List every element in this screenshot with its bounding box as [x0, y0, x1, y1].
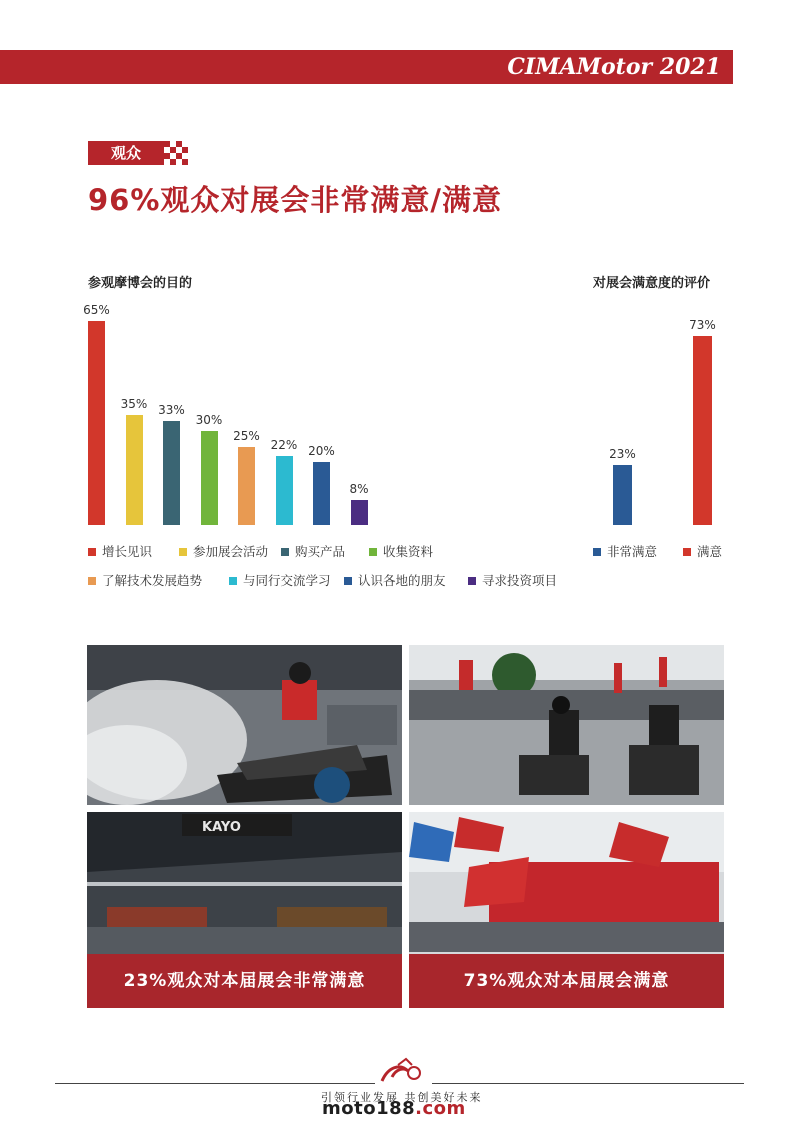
legend-swatch — [344, 577, 352, 585]
footer-slogan: 引领行业发展 共创美好未来 — [321, 1091, 483, 1104]
section-tag: 观众 — [88, 141, 164, 165]
legend-item — [229, 571, 331, 589]
legend-swatch — [281, 548, 289, 556]
legend-label: 认识各地的朋友 — [358, 573, 446, 588]
legend-label: 参加展会活动 — [193, 544, 269, 559]
photo-parade — [409, 645, 724, 805]
bar-value-label: 23% — [609, 447, 636, 461]
footer-rule-left — [55, 1083, 375, 1084]
brand-title: CIMAMotor 2021 — [507, 54, 721, 80]
legend-swatch — [683, 548, 691, 556]
legend-label: 非常满意 — [607, 544, 658, 559]
legend-label: 寻求投资项目 — [482, 573, 558, 588]
bar-1 — [613, 465, 632, 525]
bar-value-label: 25% — [233, 429, 260, 443]
bar-8 — [351, 500, 368, 525]
caption-very-satisfied: 23%观众对本届展会非常满意 — [87, 954, 402, 1008]
photo-expo-hall — [87, 812, 402, 1008]
bar-value-label: 30% — [195, 413, 223, 427]
legend-swatch — [593, 548, 601, 556]
bar-2 — [693, 336, 712, 525]
legend-label: 收集资料 — [383, 544, 434, 559]
bar-value-label: 8% — [349, 482, 369, 496]
satisfaction-bar-chart — [590, 300, 730, 525]
bar-value-label: 33% — [158, 403, 185, 417]
legend-swatch — [179, 548, 187, 556]
bar-value-label: 65% — [83, 303, 110, 317]
legend-swatch — [88, 577, 96, 585]
photo-burnout — [87, 645, 402, 805]
bar-value-label: 73% — [689, 318, 716, 332]
parade-scene-image — [409, 645, 724, 805]
caption-satisfied: 73%观众对本届展会满意 — [409, 954, 724, 1008]
chart-title-purpose: 参观摩博会的目的 — [88, 276, 193, 291]
legend-item — [369, 542, 433, 560]
watermark — [322, 1098, 466, 1119]
legend-item — [88, 542, 152, 560]
legend-swatch — [229, 577, 237, 585]
legend-item — [179, 542, 268, 560]
watermark-site: moto188 — [322, 1098, 416, 1119]
burnout-scene-image — [87, 645, 402, 805]
legend-label: 购买产品 — [295, 544, 346, 559]
legend-item — [683, 542, 722, 560]
bar-value-label: 22% — [270, 438, 298, 452]
legend-label: 与同行交流学习 — [243, 573, 331, 588]
cima-logo-icon — [378, 1057, 428, 1089]
header-band — [0, 50, 733, 84]
legend-item — [88, 571, 202, 589]
legend-item — [593, 542, 657, 560]
legend-swatch — [468, 577, 476, 585]
watermark-domain: .com — [415, 1098, 466, 1119]
bar-1 — [88, 321, 105, 525]
legend-item — [281, 542, 345, 560]
purpose-bar-chart — [83, 300, 388, 525]
satisfaction-legend — [593, 542, 733, 562]
legend-item — [468, 571, 557, 589]
legend-label: 了解技术发展趋势 — [102, 573, 203, 588]
legend-swatch — [88, 548, 96, 556]
legend-label: 满意 — [697, 544, 723, 559]
bar-2 — [126, 415, 143, 525]
legend-label: 增长见识 — [102, 544, 153, 559]
bar-3 — [163, 421, 180, 525]
bar-7 — [313, 462, 330, 525]
bar-value-label: 20% — [308, 444, 335, 458]
page-headline: 96%观众对展会非常满意/满意 — [88, 183, 503, 217]
chart-title-satisfaction: 对展会满意度的评价 — [593, 276, 711, 291]
bar-value-label: 35% — [120, 397, 148, 411]
purpose-legend — [88, 542, 588, 592]
bar-6 — [276, 456, 293, 525]
photo-rally — [409, 812, 724, 1008]
legend-item — [344, 571, 446, 589]
legend-swatch — [369, 548, 377, 556]
checker-flag-icon — [164, 141, 188, 165]
footer-rule-right — [432, 1083, 744, 1084]
bar-4 — [201, 431, 218, 525]
bar-5 — [238, 447, 255, 525]
svg-text:KAYO: KAYO — [202, 820, 241, 835]
